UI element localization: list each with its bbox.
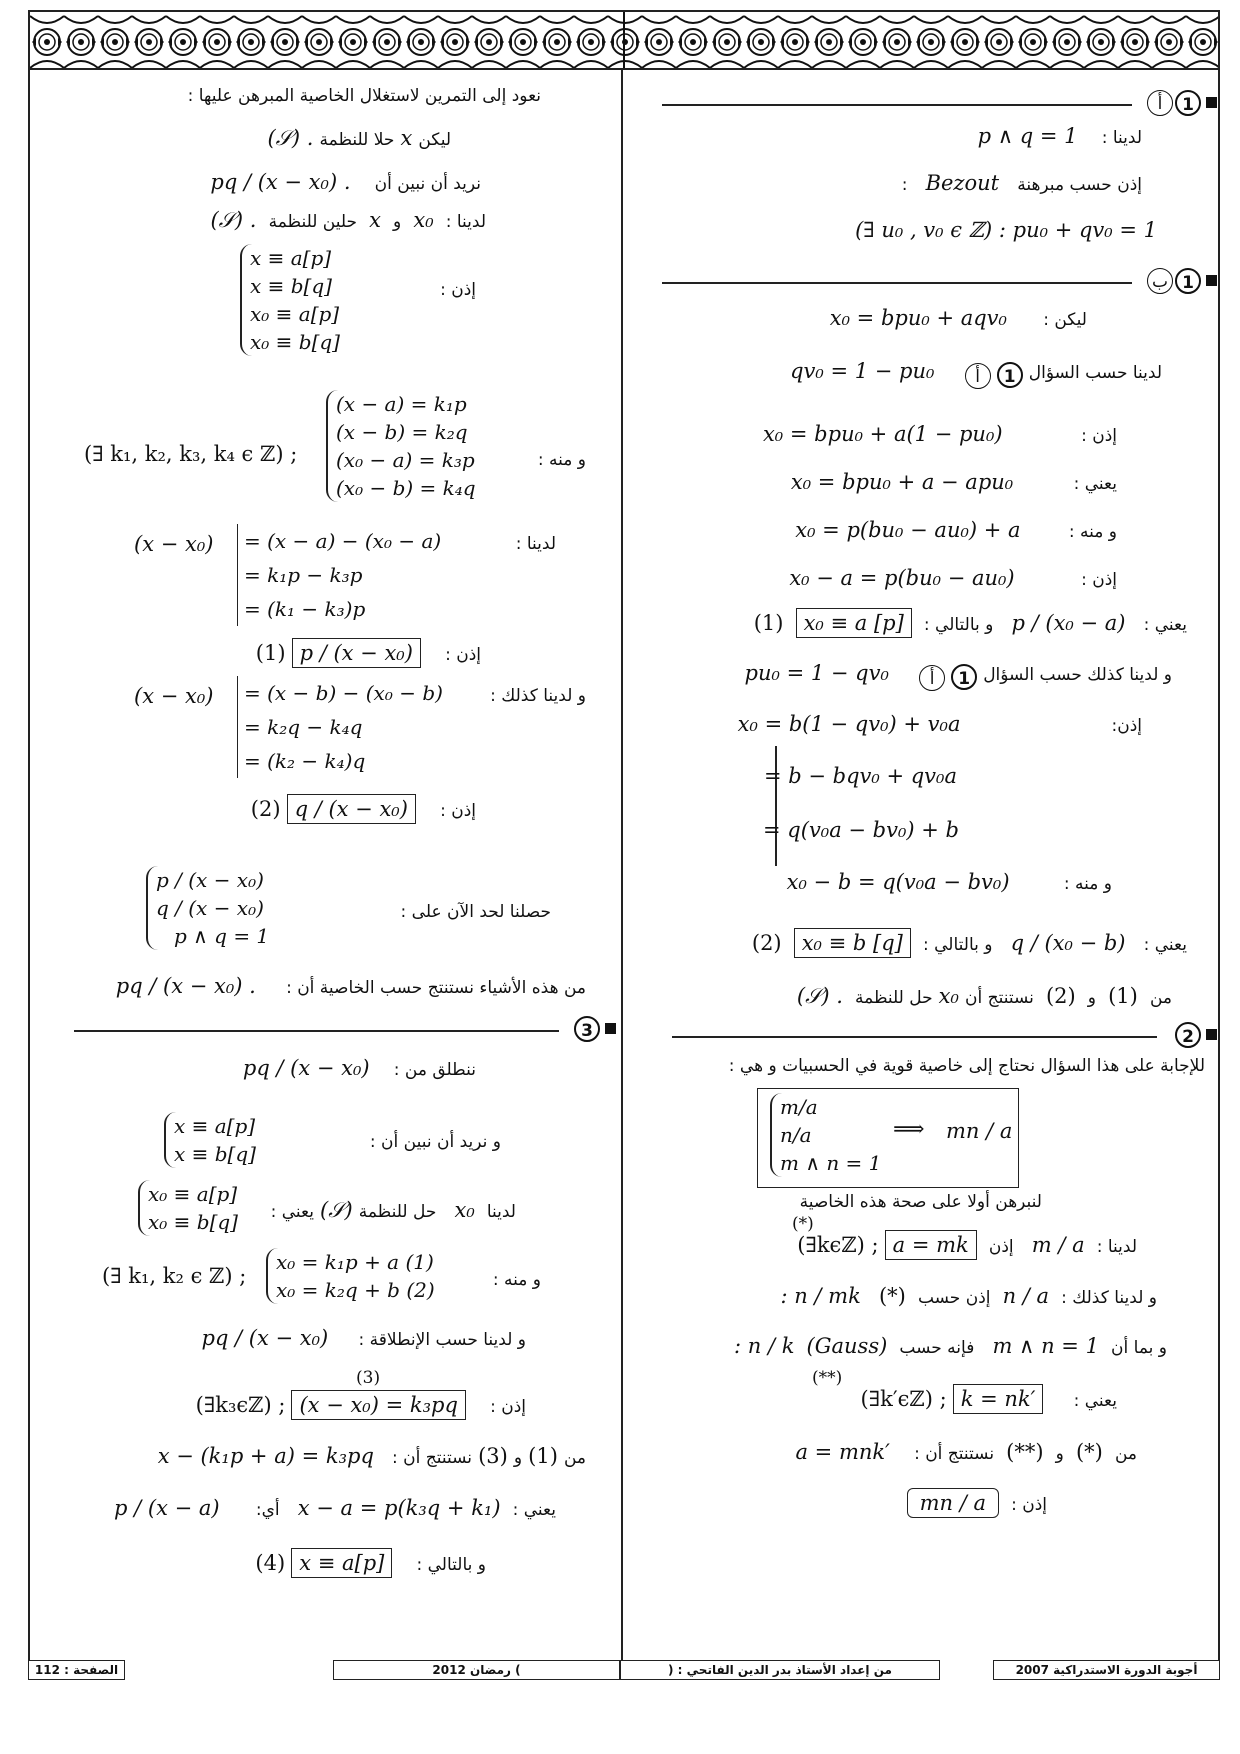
r-s1b-line4: يعني : x₀ = bpu₀ + a − apu₀ <box>790 470 1117 494</box>
boxed-final-mn-a: mn / a <box>907 1488 999 1518</box>
l-s3-sys-x0: x₀ ≡ a[p] x₀ ≡ b[q] <box>138 1180 238 1236</box>
r-s2-line5: من (*) و (**) نستنتج أن : a = mnk′ <box>795 1440 1137 1464</box>
l-s3-sys-k: x₀ = k₁p + a (1) x₀ = k₂q + b (2) <box>266 1248 435 1304</box>
section-header-1b <box>662 266 1217 298</box>
section-letter-a: أ <box>1147 90 1173 116</box>
r-s2-line1: لدينا : m / a إذن a = mk (∃kϵℤ) ; <box>797 1230 1137 1260</box>
l-sys1-label: إذن : <box>440 280 476 300</box>
bullet-square-icon <box>1206 1029 1217 1040</box>
l-concl: من هذه الأشياء نستنتج حسب الخاصية أن : pq / (x − x₀) . <box>115 974 586 998</box>
r-s1b-line5: و منه : x₀ = p(bu₀ − au₀) + a <box>795 518 1117 542</box>
boxed-x-x0-k3pq: (x − x₀) = k₃pq <box>291 1390 465 1420</box>
r-s2-line3: و بما أن m ∧ n = 1 فإنه حسب (Gauss) : n / k <box>734 1334 1167 1358</box>
r-s1b-line10: = b − bqv₀ + qv₀a <box>763 764 957 788</box>
footer-page-number: الصفحة : 112 <box>28 1660 125 1680</box>
l-intro-1: نعود إلى التمرين لاستغلال الخاصية المبرهن عليها : <box>187 86 541 106</box>
right-column <box>632 78 1217 1653</box>
l-res1: إذن : p / (x − x₀) (1) <box>256 638 481 668</box>
l-s3-line6: إذن : (x − x₀) = k₃pq (∃k₃ϵℤ) ; <box>196 1390 526 1420</box>
l-s3-quant: (∃ k₁, k₂ ϵ ℤ) ; <box>102 1264 247 1288</box>
section-letter-b: ب <box>1147 268 1173 294</box>
l-s3-line1: ننطلق من : pq / (x − x₀) <box>242 1056 476 1080</box>
r-s1a-line3: (∃ u₀ , v₀ ϵ ℤ) : pu₀ + qv₀ = 1 <box>855 218 1157 242</box>
column-divider <box>621 70 623 1660</box>
boxed-k-nk: k = nk′ <box>953 1384 1044 1414</box>
r-s1a-line1: لدينا : p ∧ q = 1 <box>977 124 1142 148</box>
footer-author: من إعداد الأستاذ بدر الدين الفاتحي : ( <box>620 1660 940 1680</box>
r-s1b-line2: لدينا حسب السؤال 1 أ qv₀ = 1 − pu₀ <box>790 359 1162 387</box>
r-s2-line6: إذن : mn / a <box>907 1488 1047 1518</box>
r-s1b-line9: إذن: x₀ = b(1 − qv₀) + v₀a <box>737 712 1142 736</box>
boxed-q-divides: q / (x − x₀) <box>287 794 416 824</box>
l-got-label: حصلنا لحد الآن على : <box>400 902 551 922</box>
l-sys1: x ≡ a[p] x ≡ b[q] x₀ ≡ a[p] x₀ ≡ b[q] <box>240 244 340 356</box>
r-s2-proof-intro: لنبرهن أولا على صحة هذه الخاصية <box>799 1192 1042 1212</box>
l-sys2: (x − a) = k₁p (x − b) = k₂q (x₀ − a) = k₃p (x₀ − b) = k₄q <box>326 390 476 502</box>
r-s1b-line12: و منه : x₀ − b = q(v₀a − bv₀) <box>786 870 1112 894</box>
r-s1b-line13: يعني : q / (x₀ − b) و بالتالي : x₀ ≡ b [q] (2) <box>752 928 1187 958</box>
r-s1b-line3: إذن : x₀ = bpu₀ + a(1 − pu₀) <box>762 422 1117 446</box>
boxed-x-congruent: x ≡ a[p] <box>291 1548 392 1578</box>
section-number-2: 2 <box>1175 1022 1201 1048</box>
l-intro-3: نريد أن نبين أن pq / (x − x₀) . <box>210 170 481 194</box>
r-s1b-line7: يعني : p / (x₀ − a) و بالتالي : x₀ ≡ a [p] (1) <box>754 608 1187 638</box>
r-s1b-line6: إذن : x₀ − a = p(bu₀ − au₀) <box>789 566 1117 590</box>
section-number-1: 1 <box>1175 268 1201 294</box>
r-s1b-line14: من (1) و (2) نستنتج أن x₀ حل للنظمة (𝒮) . <box>796 984 1172 1008</box>
bullet-square-icon <box>1206 275 1217 286</box>
l-calc1-lhs: (x − x₀) <box>134 532 214 556</box>
l-intro-2: ليكن x حلا للنظمة (𝒮) . <box>267 126 451 150</box>
property-conditions: m/a n/a m ∧ n = 1 <box>770 1093 881 1177</box>
section-header-3 <box>74 1014 616 1046</box>
l-s3-sys-goal: x ≡ a[p] x ≡ b[q] <box>164 1112 256 1168</box>
l-s3-line5: و لدينا حسب الإنطلاقة : pq / (x − x₀) <box>201 1326 526 1350</box>
ornament-pattern-icon <box>30 12 1220 70</box>
r-s1a-line2: إذن حسب مبرهنة Bezout : <box>901 171 1142 195</box>
footer-date: ) رمضان 2012 <box>333 1660 620 1680</box>
decorative-border-band <box>28 10 1220 70</box>
section-number-3: 3 <box>574 1016 600 1042</box>
l-s3-line4-label: و منه : <box>492 1270 541 1290</box>
r-s2-intro: للإجابة على هذا السؤال نحتاج إلى خاصية قوية في الحسبيات و هي : <box>728 1056 1205 1076</box>
implies-arrow: ⟹ <box>893 1117 925 1142</box>
boxed-result-1: x₀ ≡ a [p] <box>796 608 912 638</box>
l-s3-line3-label: لدينا x₀ حل للنظمة (𝒮) يعني : <box>270 1198 516 1222</box>
r-s1b-line1: ليكن : x₀ = bpu₀ + aqv₀ <box>829 306 1087 330</box>
r-s2-line2: و لدينا كذلك : n / a إذن حسب (*) : n / mk <box>780 1284 1157 1308</box>
l-res2: إذن : q / (x − x₀) (2) <box>251 794 476 824</box>
r-s2-tag-2star: (**) <box>812 1368 843 1388</box>
bullet-square-icon <box>1206 97 1217 108</box>
boxed-p-divides: p / (x − x₀) <box>292 638 421 668</box>
section-number-1: 1 <box>1175 90 1201 116</box>
left-column <box>34 78 616 1653</box>
r-s1b-line8: و لدينا كذلك حسب السؤال 1 أ pu₀ = 1 − qv₀ <box>744 661 1172 689</box>
r-s2-line4: يعني : k = nk′ (∃k′ϵℤ) ; <box>861 1384 1117 1414</box>
boxed-a-mk: a = mk <box>885 1230 977 1260</box>
section-header-1a <box>662 88 1217 120</box>
l-calc2: = (x − b) − (x₀ − b) = k₂q − k₄q = (k₂ − k₄)q <box>237 676 443 778</box>
l-intro-4: لدينا : x₀ و x حلين للنظمة (𝒮) . <box>210 208 486 232</box>
l-calc1-label: لدينا : <box>515 534 556 554</box>
section-header-2 <box>672 1020 1217 1052</box>
property-conclusion: mn / a <box>946 1119 1013 1143</box>
l-s3-line8: يعني : x − a = p(k₃q + k₁) أي: p / (x − a) <box>114 1496 556 1520</box>
r-s2-tag-star: (*) <box>792 1214 814 1234</box>
bullet-square-icon <box>605 1023 616 1034</box>
l-calc2-label: و لدينا كذلك : <box>490 686 586 706</box>
boxed-result-2: x₀ ≡ b [q] <box>794 928 911 958</box>
l-calc2-lhs: (x − x₀) <box>134 684 214 708</box>
l-s3-line7: من (1) و (3) نستنتج أن : x − (k₁p + a) = k₃pq <box>157 1444 586 1468</box>
l-got: p / (x − x₀) q / (x − x₀) p ∧ q = 1 <box>146 866 269 950</box>
l-s3-line9: و بالتالي : x ≡ a[p] (4) <box>255 1548 486 1578</box>
l-sys2-label: و منه : <box>537 450 586 470</box>
ref-circle-1: 1 <box>951 664 977 690</box>
l-sys2-quant: (∃ k₁, k₂, k₃, k₄ ϵ ℤ) ; <box>84 442 298 466</box>
l-s3-line2-label: و نريد أن نبين أن : <box>369 1132 501 1152</box>
l-calc1: = (x − a) − (x₀ − a) = k₁p − k₃p = (k₁ − k₃)p <box>237 524 441 626</box>
ref-circle-1: 1 <box>997 362 1023 388</box>
ref-letter-a: أ <box>919 665 945 691</box>
property-box <box>757 1088 1019 1188</box>
l-s3-tag-3: (3) <box>356 1368 381 1388</box>
ref-letter-a: أ <box>965 363 991 389</box>
footer-exam-title: أجوبة الدورة الاستدراكية 2007 <box>993 1660 1220 1680</box>
r-s1b-line11: = q(v₀a − bv₀) + b <box>763 818 959 842</box>
